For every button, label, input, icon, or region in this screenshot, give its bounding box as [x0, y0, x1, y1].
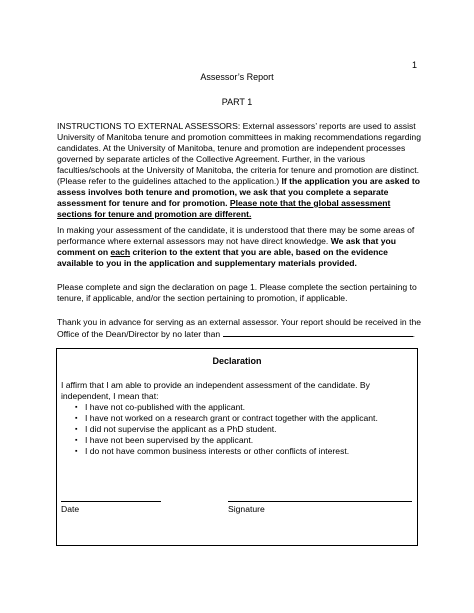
- declaration-item: [75, 446, 378, 457]
- declaration-item-text: I have not been supervised by the applicant.: [85, 435, 254, 445]
- bullet-icon: ▪: [75, 426, 78, 433]
- declaration-intro: I affirm that I am able to provide an independent assessment of the candidate. By independent, I mean that:: [61, 380, 370, 401]
- thanks-paragraph: [57, 317, 422, 340]
- declaration-item-text: I have not co-published with the applicant.: [85, 402, 246, 412]
- declaration-item-text: I have not worked on a research grant or contract together with the applicant.: [85, 413, 378, 423]
- declaration-item: [75, 424, 378, 435]
- assessment-paragraph: [57, 225, 422, 269]
- declaration-item: [75, 413, 378, 424]
- instructions-bold-text: If the application you are asked to assess involves both tenure and promotion, we ask that you complete a separate assessment for tenure and for promotion.: [57, 176, 421, 208]
- declaration-item: [75, 402, 378, 413]
- assessment-text: In making your assessment of the candidate, it is understood that there may be some areas of performance where external assessors may not have direct knowledge.: [57, 225, 415, 246]
- page-number: 1: [412, 60, 418, 70]
- bullet-icon: ▪: [75, 415, 78, 422]
- assessment-bold-text-2: criterion to the extent that you are able, based on the evidence available to you in the application and supplementary materials provided.: [57, 247, 388, 268]
- thanks-end: .: [412, 329, 415, 339]
- declaration-list: [75, 402, 378, 457]
- part-heading: PART 1: [221, 97, 253, 107]
- date-line[interactable]: [61, 501, 161, 502]
- declaration-box: [56, 348, 418, 546]
- bullet-icon: ▪: [75, 404, 78, 411]
- instructions-note: Please note that the global assessment sections for tenure and promotion are different.: [57, 198, 391, 219]
- declaration-item: [75, 435, 378, 446]
- assessment-bold-text-1: We ask that you comment on: [57, 236, 396, 257]
- complete-paragraph: Please complete and sign the declaration on page 1. Please complete the section pertaining to tenure, if applicable, and/or the section pertaining to promotion, if applicable.: [57, 282, 417, 303]
- instructions-paragraph: [57, 121, 422, 220]
- report-title: Assessor’s Report: [200, 72, 274, 82]
- bullet-icon: ▪: [75, 448, 78, 455]
- assessment-each-word: each: [110, 247, 131, 257]
- declaration-item-text: I do not have common business interests or other conflicts of interest.: [85, 446, 350, 456]
- thanks-text: Thank you in advance for serving as an external assessor. Your report should be received in the Office of the Dean/Director by no later than: [57, 317, 422, 339]
- signature-line[interactable]: [228, 501, 412, 502]
- declaration-item-text: I did not supervise the applicant as a PhD student.: [85, 424, 277, 434]
- bullet-icon: ▪: [75, 437, 78, 444]
- signature-label: Signature: [228, 504, 265, 514]
- deadline-blank-line[interactable]: [223, 328, 413, 337]
- instructions-text: INSTRUCTIONS TO EXTERNAL ASSESSORS: External assessors’ reports are used to assist University of Manitoba tenure and promotion committees in making recommendations regarding candidates. At the University of Manitoba, tenure and promotion are independent processes governed by separate articles of the Collective Agreement. Further, in the various faculties/schools at the University of Manitoba, the criteria for tenure and promotion are distinct. (Please refer to the guidelines attached to the application.): [57, 121, 421, 186]
- declaration-title: Declaration: [212, 356, 262, 366]
- date-label: Date: [61, 504, 80, 514]
